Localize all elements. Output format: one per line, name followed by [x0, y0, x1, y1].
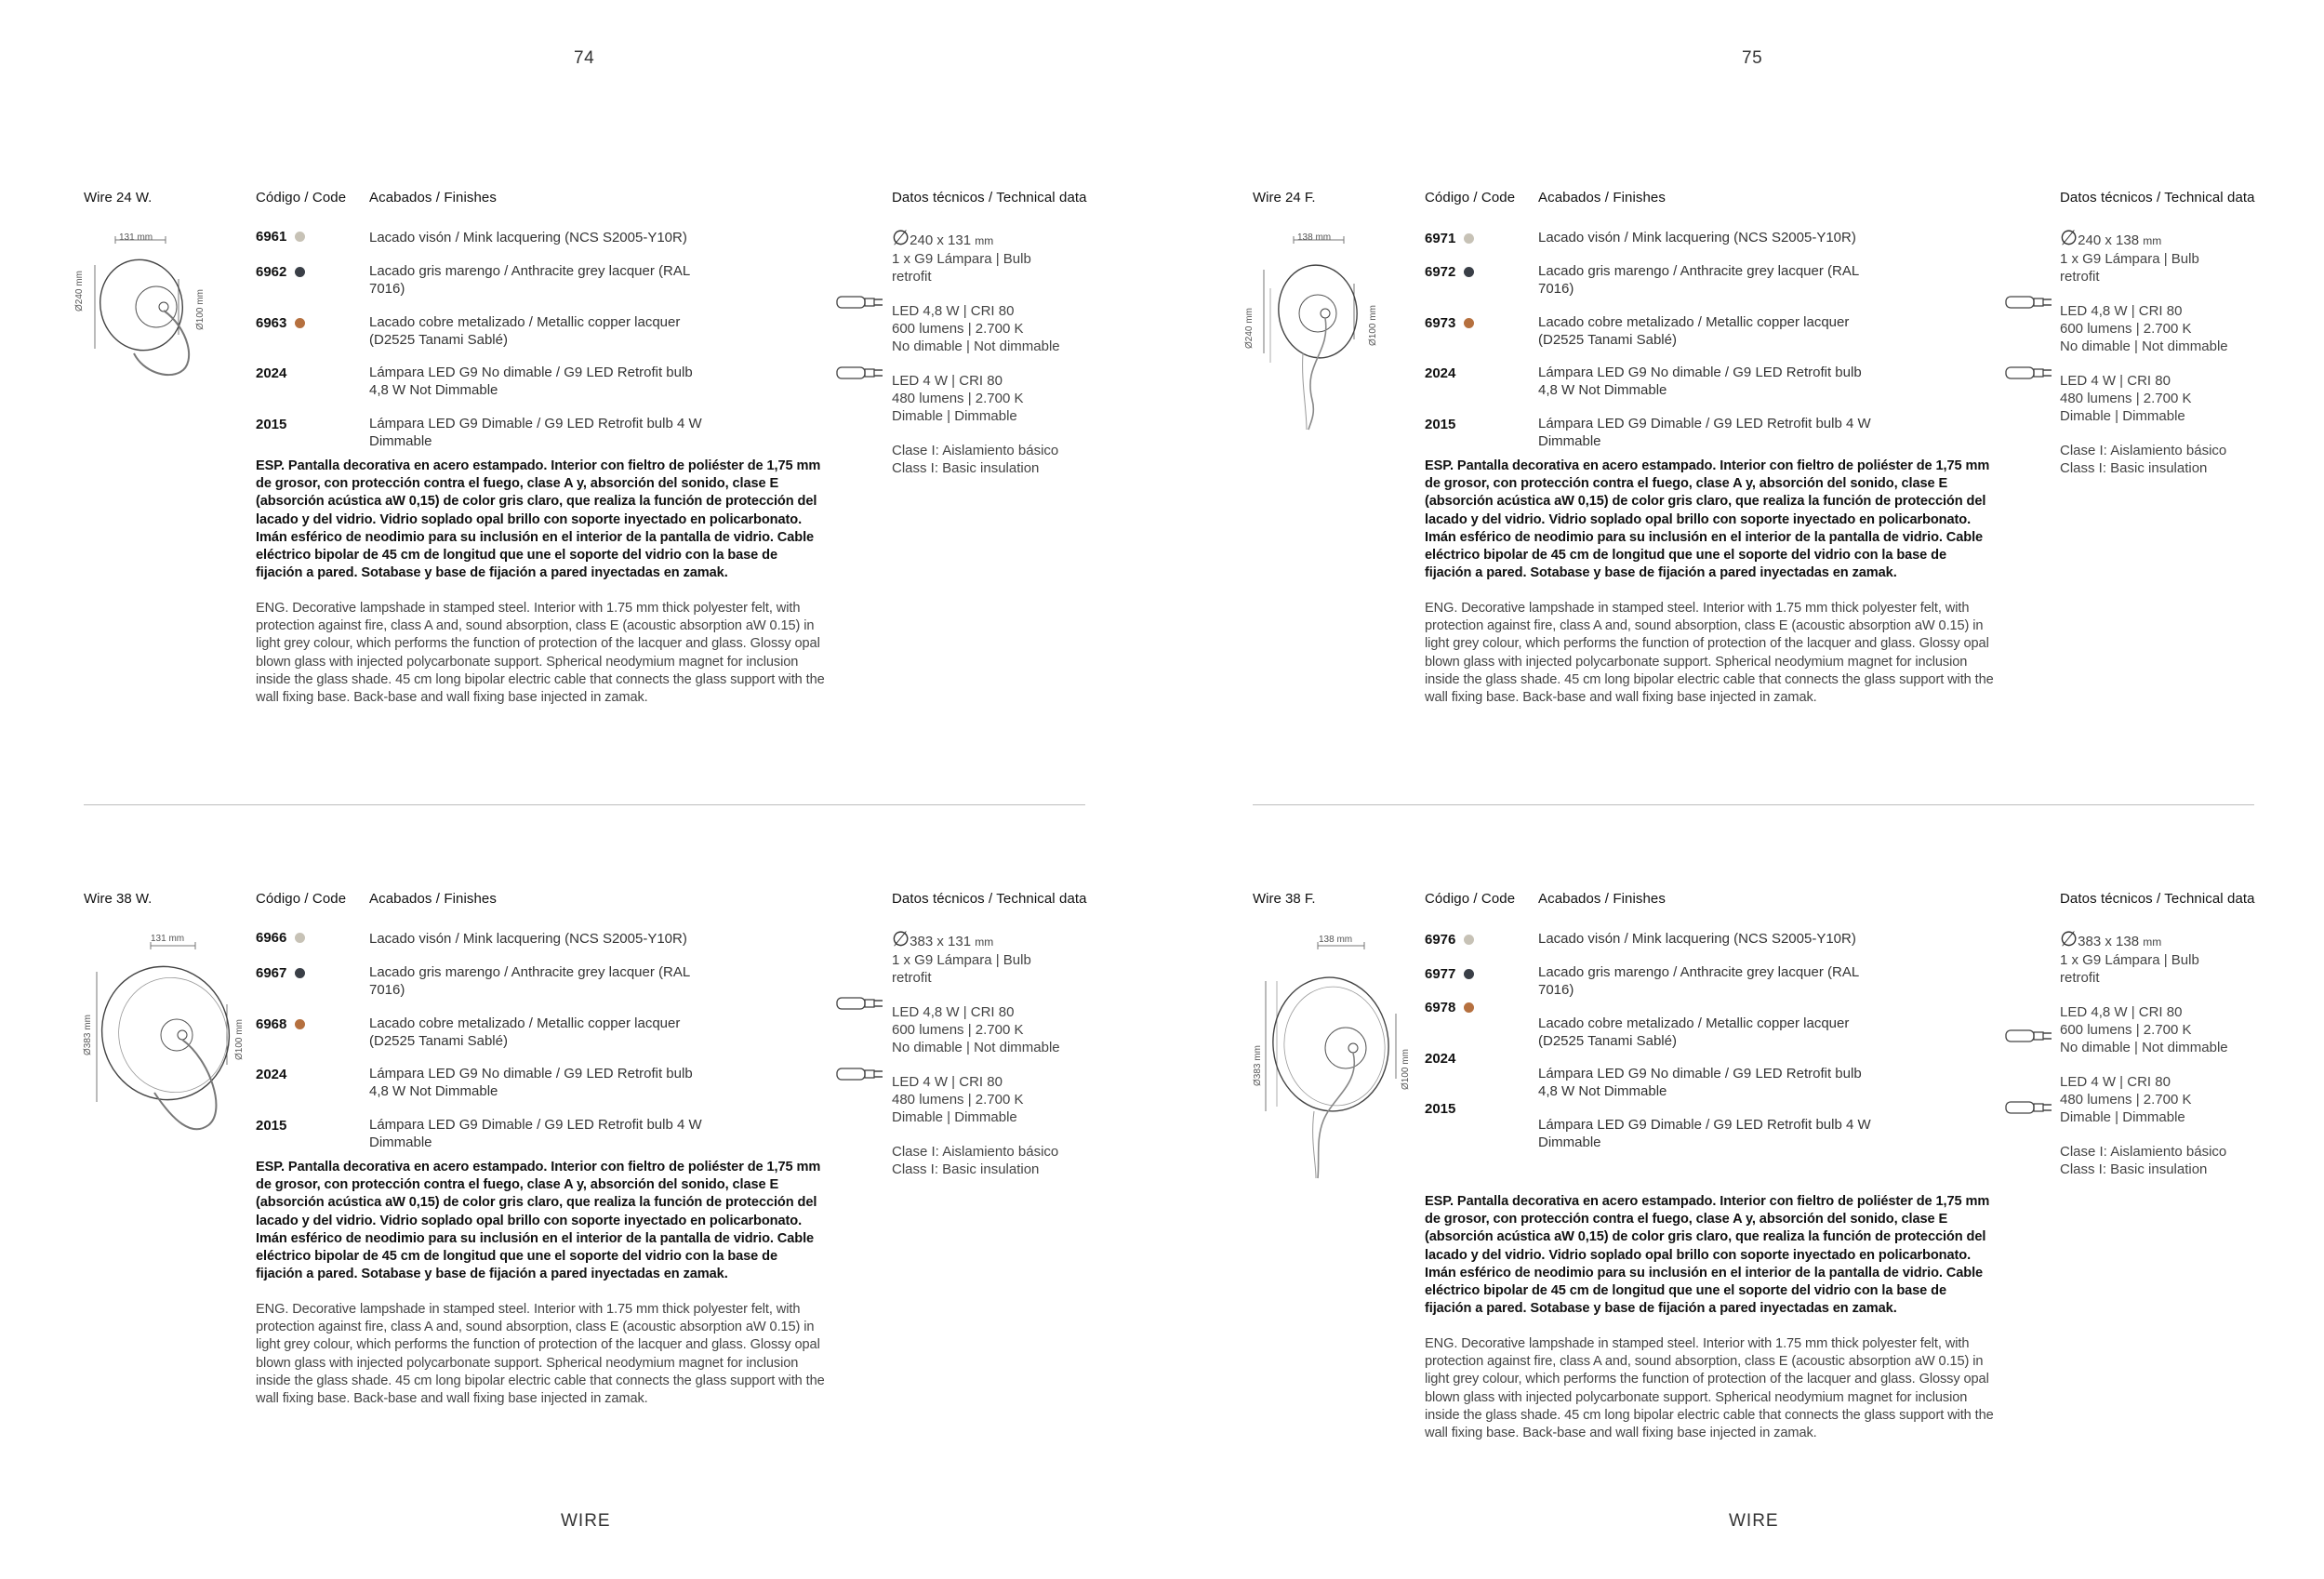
finishes-header: Acabados / Finishes — [369, 891, 497, 907]
page-footer: WIRE — [561, 1511, 611, 1531]
bulb-icon — [2005, 365, 2053, 381]
product-code: 6972 — [1425, 264, 1474, 280]
product-code: 6967 — [256, 965, 305, 981]
tech-data — [2060, 226, 2274, 477]
tech-led2-line: 480 lumens | 2.700 K — [892, 1092, 1024, 1108]
tech-led1-line: No dimable | Not dimmable — [2060, 338, 2228, 354]
tech-class-line: Clase I: Aislamiento básico — [892, 443, 1059, 458]
section-divider — [84, 804, 1085, 805]
tech-led1-line: 600 lumens | 2.700 K — [892, 1022, 1024, 1038]
finish-label: Lacado visón / Mink lacquering (NCS S2005-Y10R) — [369, 931, 687, 947]
product-code: 2024 — [1425, 1051, 1456, 1067]
finishes-header: Acabados / Finishes — [1538, 891, 1666, 907]
lamp-drawing — [1249, 925, 1416, 1186]
diameter-icon: ∅ — [2060, 927, 2078, 950]
dimension-left: Ø383 mm — [83, 1015, 93, 1055]
dimension-right: Ø100 mm — [195, 289, 206, 330]
tech-led2-line: LED 4 W | CRI 80 — [892, 1074, 1003, 1090]
product-code: 6978 — [1425, 1000, 1474, 1015]
tech-data — [892, 927, 1106, 1178]
tech-header: Datos técnicos / Technical data — [2060, 190, 2255, 206]
product-code: 6971 — [1425, 231, 1474, 246]
tech-led1-line: 600 lumens | 2.700 K — [892, 321, 1024, 337]
finish-label: Lámpara LED G9 Dimable / G9 LED Retrofit bulb 4 W Dimmable — [1538, 1117, 1871, 1150]
page-footer: WIRE — [1729, 1511, 1779, 1531]
dimension-left: Ø240 mm — [74, 271, 85, 312]
finish-label: Lacado gris marengo / Anthracite grey lacquer (RAL 7016) — [369, 263, 690, 297]
product-code: 6963 — [256, 315, 305, 331]
page-number: 75 — [1742, 48, 1763, 68]
tech-led2-line: 480 lumens | 2.700 K — [2060, 1092, 2192, 1108]
finishes-header: Acabados / Finishes — [369, 190, 497, 206]
dimension-right: Ø100 mm — [1401, 1049, 1411, 1090]
tech-size: ∅240 x 138 mm — [2060, 226, 2162, 249]
product-title: Wire 24 W. — [84, 190, 153, 206]
finish-swatch — [295, 318, 305, 328]
bulb-icon — [836, 995, 884, 1012]
tech-led1-line: No dimable | Not dimmable — [892, 1040, 1060, 1055]
description-esp: ESP. Pantalla decorativa en acero estampado. Interior con fieltro de poliéster de 1,75 mm de grosor, con protección contra el fuego, clase A y, absorción del sonido, clase E (absorción acústica aW 0,15) de color gris claro, que realiza la función de protección del lacado y del vidrio. Vidrio soplado opal brillo con soporte inyectado en policarbonato. Imán esférico de neodimio para su inclusión en el interior de la pantalla de vidrio. Cable eléctrico bipolar de 45 cm de longitud que une el soporte del vidrio con la base de fijación a pared. Sotabase y base de fijación a pared inyectadas en zamak. — [1425, 458, 1990, 581]
bulb-icon — [2005, 1028, 2053, 1044]
product-code: 6961 — [256, 229, 305, 245]
finish-swatch — [1464, 267, 1474, 277]
product-code: 2015 — [1425, 1101, 1456, 1117]
product-code: 2015 — [1425, 417, 1456, 432]
finish-swatch — [295, 933, 305, 943]
product-code: 6977 — [1425, 966, 1474, 982]
bulb-icon — [2005, 1099, 2053, 1116]
bulb-icon — [836, 1066, 884, 1082]
finish-label: Lacado cobre metalizado / Metallic copper lacquer (D2525 Tanami Sablé) — [1538, 1015, 1850, 1049]
description-eng: ENG. Decorative lampshade in stamped steel. Interior with 1.75 mm thick polyester felt, with protection against fire, class A and, sound absorption, class E (acoustic absorption aW 0.15) in light grey colour, which performs the function of protection of the lacquer and glass. Glossy opal blown glass with injected polycarbonate support. Spherical neodymium magnet for inclusion inside the glass shade. 45 cm long bipolar electric cable that connects the glass support with the wall fixing base. Back-base and wall fixing base injected in zamak. — [256, 601, 825, 706]
description-esp: ESP. Pantalla decorativa en acero estampado. Interior con fieltro de poliéster de 1,75 mm de grosor, con protección contra el fuego, clase A y, absorción del sonido, clase E (absorción acústica aW 0,15) de color gris claro, que realiza la función de protección del lacado y del vidrio. Vidrio soplado opal brillo con soporte inyectado en policarbonato. Imán esférico de neodimio para su inclusión en el interior de la pantalla de vidrio. Cable eléctrico bipolar de 45 cm de longitud que une el soporte del vidrio con la base de fijación a pared. Sotabase y base de fijación a pared inyectadas en zamak. — [256, 1160, 821, 1282]
finish-label: Lámpara LED G9 No dimable / G9 LED Retrofit bulb 4,8 W Not Dimmable — [1538, 1066, 1862, 1099]
code-header: Código / Code — [256, 190, 347, 206]
product-code: 2024 — [1425, 365, 1456, 381]
bulb-icon — [2005, 294, 2053, 311]
tech-class-line: Class I: Basic insulation — [892, 1161, 1040, 1177]
finish-label: Lacado visón / Mink lacquering (NCS S2005-Y10R) — [369, 230, 687, 245]
finish-swatch — [1464, 935, 1474, 945]
finish-label: Lacado visón / Mink lacquering (NCS S2005-Y10R) — [1538, 230, 1856, 245]
finish-swatch — [295, 968, 305, 978]
tech-led2-line: Dimable | Dimmable — [892, 1109, 1017, 1125]
tech-data — [892, 226, 1106, 477]
product-code: 2015 — [256, 1118, 287, 1134]
tech-bulb: 1 x G9 Lámpara | Bulb retrofit — [892, 251, 1031, 285]
tech-led2-line: 480 lumens | 2.700 K — [2060, 391, 2192, 406]
finish-label: Lacado gris marengo / Anthracite grey lacquer (RAL 7016) — [1538, 263, 1859, 297]
tech-size: ∅383 x 131 mm — [892, 927, 994, 950]
product-code: 2024 — [256, 365, 287, 381]
tech-led2-line: LED 4 W | CRI 80 — [2060, 1074, 2171, 1090]
diameter-icon: ∅ — [892, 226, 910, 249]
tech-class-line: Clase I: Aislamiento básico — [2060, 443, 2227, 458]
tech-led2-line: LED 4 W | CRI 80 — [892, 373, 1003, 389]
dimension-left: Ø383 mm — [1253, 1045, 1263, 1086]
description-eng: ENG. Decorative lampshade in stamped steel. Interior with 1.75 mm thick polyester felt, with protection against fire, class A and, sound absorption, class E (acoustic absorption aW 0.15) in light grey colour, which performs the function of protection of the lacquer and glass. Glossy opal blown glass with injected polycarbonate support. Spherical neodymium magnet for inclusion inside the glass shade. 45 cm long bipolar electric cable that connects the glass support with the wall fixing base. Back-base and wall fixing base injected in zamak. — [1425, 601, 1994, 706]
finish-swatch — [1464, 1002, 1474, 1013]
tech-led1-line: 600 lumens | 2.700 K — [2060, 321, 2192, 337]
dimension-top: 138 mm — [1297, 232, 1332, 243]
product-code: 6976 — [1425, 932, 1474, 948]
dimension-right: Ø100 mm — [234, 1019, 245, 1060]
tech-class-line: Class I: Basic insulation — [2060, 460, 2208, 476]
description-eng: ENG. Decorative lampshade in stamped steel. Interior with 1.75 mm thick polyester felt, with protection against fire, class A and, sound absorption, class E (acoustic absorption aW 0.15) in light grey colour, which performs the function of protection of the lacquer and glass. Glossy opal blown glass with injected polycarbonate support. Spherical neodymium magnet for inclusion inside the glass shade. 45 cm long bipolar electric cable that connects the glass support with the wall fixing base. Back-base and wall fixing base injected in zamak. — [1425, 1336, 1994, 1441]
product-title: Wire 38 F. — [1253, 891, 1316, 907]
description-eng: ENG. Decorative lampshade in stamped steel. Interior with 1.75 mm thick polyester felt, with protection against fire, class A and, sound absorption, class E (acoustic absorption aW 0.15) in light grey colour, which performs the function of protection of the lacquer and glass. Glossy opal blown glass with injected polycarbonate support. Spherical neodymium magnet for inclusion inside the glass shade. 45 cm long bipolar electric cable that connects the glass support with the wall fixing base. Back-base and wall fixing base injected in zamak. — [256, 1302, 825, 1407]
tech-bulb: 1 x G9 Lámpara | Bulb retrofit — [892, 952, 1031, 986]
tech-data — [2060, 927, 2274, 1178]
code-header: Código / Code — [1425, 891, 1516, 907]
tech-led1-line: No dimable | Not dimmable — [2060, 1040, 2228, 1055]
tech-led2-line: Dimable | Dimmable — [2060, 408, 2185, 424]
tech-bulb: 1 x G9 Lámpara | Bulb retrofit — [2060, 952, 2199, 986]
tech-class-line: Class I: Basic insulation — [2060, 1161, 2208, 1177]
finish-swatch — [295, 232, 305, 242]
finish-swatch — [295, 1019, 305, 1029]
product-title: Wire 24 F. — [1253, 190, 1316, 206]
product-code: 2024 — [256, 1067, 287, 1082]
finish-label: Lámpara LED G9 Dimable / G9 LED Retrofit bulb 4 W Dimmable — [369, 1117, 702, 1150]
product-code: 6968 — [256, 1016, 305, 1032]
finish-label: Lacado gris marengo / Anthracite grey lacquer (RAL 7016) — [369, 964, 690, 998]
product-title: Wire 38 W. — [84, 891, 153, 907]
bulb-icon — [836, 365, 884, 381]
finish-swatch — [1464, 318, 1474, 328]
tech-led2-line: LED 4 W | CRI 80 — [2060, 373, 2171, 389]
finish-swatch — [1464, 233, 1474, 244]
tech-header: Datos técnicos / Technical data — [892, 891, 1087, 907]
page-number: 74 — [574, 48, 595, 68]
tech-size: ∅240 x 131 mm — [892, 226, 994, 249]
lamp-drawing — [1247, 223, 1387, 437]
product-code: 6966 — [256, 930, 305, 946]
finish-label: Lacado cobre metalizado / Metallic copper lacquer (D2525 Tanami Sablé) — [369, 1015, 681, 1049]
dimension-top: 138 mm — [1319, 935, 1353, 945]
diameter-icon: ∅ — [892, 927, 910, 950]
finish-label: Lacado cobre metalizado / Metallic copper lacquer (D2525 Tanami Sablé) — [369, 314, 681, 348]
code-header: Código / Code — [256, 891, 347, 907]
finish-swatch — [1464, 969, 1474, 979]
tech-led2-line: Dimable | Dimmable — [892, 408, 1017, 424]
tech-led1-line: LED 4,8 W | CRI 80 — [2060, 1004, 2183, 1020]
diameter-icon: ∅ — [2060, 226, 2078, 249]
finishes-header: Acabados / Finishes — [1538, 190, 1666, 206]
product-code: 2015 — [256, 417, 287, 432]
tech-class-line: Clase I: Aislamiento básico — [892, 1144, 1059, 1160]
dimension-right: Ø100 mm — [1368, 305, 1378, 346]
product-code: 6973 — [1425, 315, 1474, 331]
tech-header: Datos técnicos / Technical data — [2060, 891, 2255, 907]
lamp-drawing — [80, 925, 247, 1148]
section-divider — [1253, 804, 2254, 805]
tech-led1-line: LED 4,8 W | CRI 80 — [2060, 303, 2183, 319]
description-esp: ESP. Pantalla decorativa en acero estampado. Interior con fieltro de poliéster de 1,75 mm de grosor, con protección contra el fuego, clase A y, absorción del sonido, clase E (absorción acústica aW 0,15) de color gris claro, que realiza la función de protección del lacado y del vidrio. Vidrio soplado opal brillo con soporte inyectado en policarbonato. Imán esférico de neodimio para su inclusión en el interior de la pantalla de vidrio. Cable eléctrico bipolar de 45 cm de longitud que une el soporte del vidrio con la base de fijación a pared. Sotabase y base de fijación a pared inyectadas en zamak. — [1425, 1194, 1990, 1317]
finish-swatch — [295, 267, 305, 277]
tech-class-line: Class I: Basic insulation — [892, 460, 1040, 476]
finish-label: Lámpara LED G9 No dimable / G9 LED Retrofit bulb 4,8 W Not Dimmable — [1538, 365, 1862, 398]
tech-header: Datos técnicos / Technical data — [892, 190, 1087, 206]
tech-led1-line: LED 4,8 W | CRI 80 — [892, 1004, 1015, 1020]
finish-label: Lacado gris marengo / Anthracite grey lacquer (RAL 7016) — [1538, 964, 1859, 998]
tech-led2-line: Dimable | Dimmable — [2060, 1109, 2185, 1125]
tech-led1-line: 600 lumens | 2.700 K — [2060, 1022, 2192, 1038]
finish-label: Lámpara LED G9 No dimable / G9 LED Retrofit bulb 4,8 W Not Dimmable — [369, 1066, 693, 1099]
dimension-top: 131 mm — [151, 934, 185, 944]
finish-label: Lámpara LED G9 Dimable / G9 LED Retrofit bulb 4 W Dimmable — [369, 416, 702, 449]
description-esp: ESP. Pantalla decorativa en acero estampado. Interior con fieltro de poliéster de 1,75 mm de grosor, con protección contra el fuego, clase A y, absorción del sonido, clase E (absorción acústica aW 0,15) de color gris claro, que realiza la función de protección del lacado y del vidrio. Vidrio soplado opal brillo con soporte inyectado en policarbonato. Imán esférico de neodimio para su inclusión en el interior de la pantalla de vidrio. Cable eléctrico bipolar de 45 cm de longitud que une el soporte del vidrio con la base de fijación a pared. Sotabase y base de fijación a pared inyectadas en zamak. — [256, 458, 821, 581]
tech-class-line: Clase I: Aislamiento básico — [2060, 1144, 2227, 1160]
finish-label: Lacado visón / Mink lacquering (NCS S2005-Y10R) — [1538, 931, 1856, 947]
finish-label: Lámpara LED G9 Dimable / G9 LED Retrofit bulb 4 W Dimmable — [1538, 416, 1871, 449]
product-code: 6962 — [256, 264, 305, 280]
tech-led2-line: 480 lumens | 2.700 K — [892, 391, 1024, 406]
tech-led1-line: LED 4,8 W | CRI 80 — [892, 303, 1015, 319]
dimension-left: Ø240 mm — [1244, 308, 1255, 349]
code-header: Código / Code — [1425, 190, 1516, 206]
finish-label: Lámpara LED G9 No dimable / G9 LED Retrofit bulb 4,8 W Not Dimmable — [369, 365, 693, 398]
finish-label: Lacado cobre metalizado / Metallic copper lacquer (D2525 Tanami Sablé) — [1538, 314, 1850, 348]
tech-size: ∅383 x 138 mm — [2060, 927, 2162, 950]
dimension-top: 131 mm — [119, 232, 153, 243]
tech-bulb: 1 x G9 Lámpara | Bulb retrofit — [2060, 251, 2199, 285]
tech-led1-line: No dimable | Not dimmable — [892, 338, 1060, 354]
bulb-icon — [836, 294, 884, 311]
